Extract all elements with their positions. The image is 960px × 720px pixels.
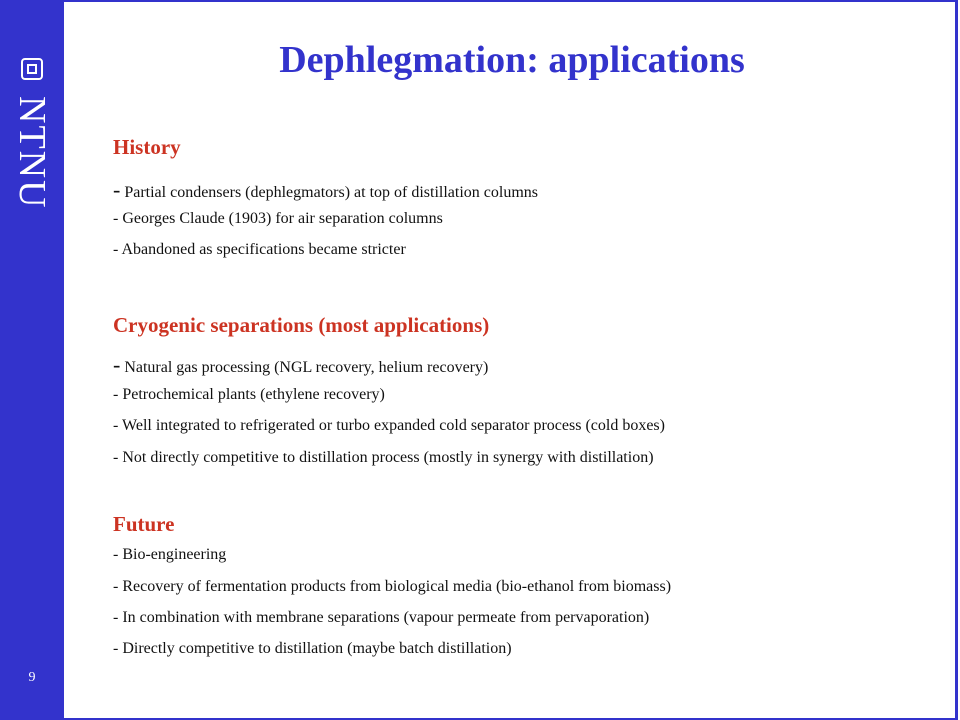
cryogenic-item: - Natural gas processing (NGL recovery, helium recovery) xyxy=(113,352,489,377)
ntnu-sidebar xyxy=(0,0,64,720)
cryogenic-item: - Not directly competitive to distillation process (mostly in synergy with distillation) xyxy=(113,449,654,466)
cryogenic-item: - Petrochemical plants (ethylene recovery) xyxy=(113,386,385,403)
section-heading-history: History xyxy=(113,135,181,159)
future-item: - Bio-engineering xyxy=(113,546,227,563)
section-heading-cryogenic: Cryogenic separations (most applications) xyxy=(113,313,490,337)
history-item: - Abandoned as specifications became stricter xyxy=(113,241,406,258)
future-item: - In combination with membrane separations (vapour permeate from pervaporation) xyxy=(113,609,650,626)
history-item: - Partial condensers (dephlegmators) at top of distillation columns xyxy=(113,177,539,202)
ntnu-logo-icon xyxy=(21,58,43,80)
future-item: - Recovery of fermentation products from biological media (bio-ethanol from biomass) xyxy=(113,578,672,595)
section-heading-future: Future xyxy=(113,512,175,536)
cryogenic-item: - Well integrated to refrigerated or turbo expanded cold separator process (cold boxes) xyxy=(113,417,665,434)
ntnu-logo-text: NTNU xyxy=(11,96,53,210)
slide-title: Dephlegmation: applications xyxy=(279,39,745,81)
future-item: - Directly competitive to distillation (maybe batch distillation) xyxy=(113,640,512,657)
page-number: 9 xyxy=(28,670,36,685)
history-item: - Georges Claude (1903) for air separation columns xyxy=(113,210,443,227)
